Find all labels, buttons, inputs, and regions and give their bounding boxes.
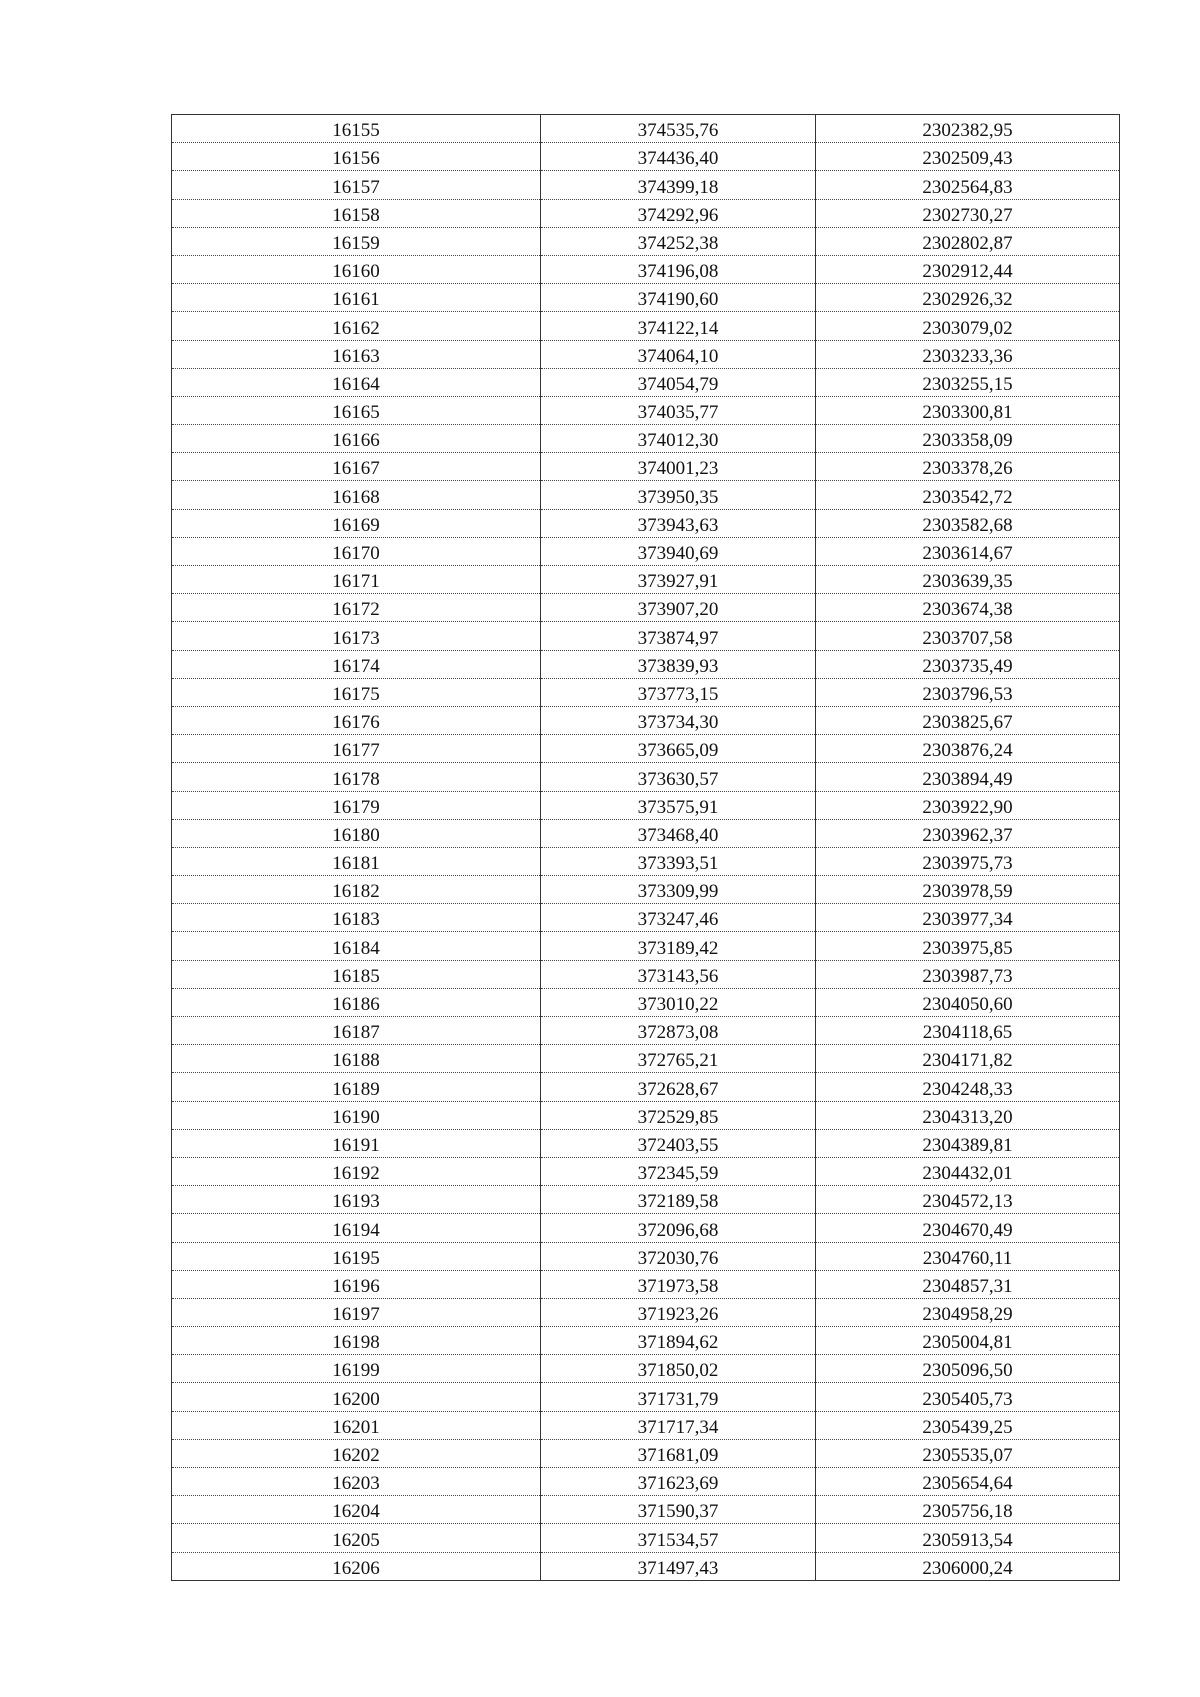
x-coordinate-cell: 374122,14 bbox=[541, 312, 816, 340]
table-row bbox=[172, 1327, 1120, 1355]
y-coordinate-cell: 2304572,13 bbox=[816, 1186, 1120, 1214]
x-coordinate-cell: 372096,68 bbox=[541, 1214, 816, 1242]
table-row bbox=[172, 1552, 1120, 1580]
coordinates-table-body bbox=[172, 115, 1120, 1581]
x-coordinate-cell: 371717,34 bbox=[541, 1411, 816, 1439]
point-number-cell: 16190 bbox=[172, 1101, 541, 1129]
x-coordinate-cell: 371923,26 bbox=[541, 1298, 816, 1326]
y-coordinate-cell: 2303987,73 bbox=[816, 960, 1120, 988]
table-row bbox=[172, 115, 1120, 143]
y-coordinate-cell: 2304248,33 bbox=[816, 1073, 1120, 1101]
table-row bbox=[172, 368, 1120, 396]
x-coordinate-cell: 374196,08 bbox=[541, 255, 816, 283]
point-number-cell: 16191 bbox=[172, 1129, 541, 1157]
x-coordinate-cell: 373927,91 bbox=[541, 566, 816, 594]
point-number-cell: 16201 bbox=[172, 1411, 541, 1439]
table-row bbox=[172, 960, 1120, 988]
x-coordinate-cell: 373950,35 bbox=[541, 481, 816, 509]
table-row bbox=[172, 509, 1120, 537]
y-coordinate-cell: 2304050,60 bbox=[816, 988, 1120, 1016]
x-coordinate-cell: 372403,55 bbox=[541, 1129, 816, 1157]
y-coordinate-cell: 2302564,83 bbox=[816, 171, 1120, 199]
x-coordinate-cell: 373907,20 bbox=[541, 594, 816, 622]
x-coordinate-cell: 371731,79 bbox=[541, 1383, 816, 1411]
x-coordinate-cell: 373839,93 bbox=[541, 650, 816, 678]
y-coordinate-cell: 2303378,26 bbox=[816, 453, 1120, 481]
y-coordinate-cell: 2302912,44 bbox=[816, 255, 1120, 283]
table-row bbox=[172, 340, 1120, 368]
x-coordinate-cell: 372628,67 bbox=[541, 1073, 816, 1101]
point-number-cell: 16180 bbox=[172, 819, 541, 847]
x-coordinate-cell: 372873,08 bbox=[541, 1017, 816, 1045]
point-number-cell: 16169 bbox=[172, 509, 541, 537]
y-coordinate-cell: 2303582,68 bbox=[816, 509, 1120, 537]
y-coordinate-cell: 2303614,67 bbox=[816, 537, 1120, 565]
point-number-cell: 16195 bbox=[172, 1242, 541, 1270]
x-coordinate-cell: 373393,51 bbox=[541, 847, 816, 875]
y-coordinate-cell: 2302382,95 bbox=[816, 115, 1120, 143]
x-coordinate-cell: 373773,15 bbox=[541, 678, 816, 706]
point-number-cell: 16200 bbox=[172, 1383, 541, 1411]
table-row bbox=[172, 312, 1120, 340]
point-number-cell: 16199 bbox=[172, 1355, 541, 1383]
point-number-cell: 16164 bbox=[172, 368, 541, 396]
x-coordinate-cell: 374535,76 bbox=[541, 115, 816, 143]
y-coordinate-cell: 2304958,29 bbox=[816, 1298, 1120, 1326]
x-coordinate-cell: 371973,58 bbox=[541, 1270, 816, 1298]
table-row bbox=[172, 650, 1120, 678]
point-number-cell: 16162 bbox=[172, 312, 541, 340]
coordinates-table bbox=[171, 114, 1120, 1581]
table-row bbox=[172, 171, 1120, 199]
table-row bbox=[172, 819, 1120, 847]
table-row bbox=[172, 932, 1120, 960]
table-row bbox=[172, 481, 1120, 509]
y-coordinate-cell: 2303977,34 bbox=[816, 904, 1120, 932]
y-coordinate-cell: 2305439,25 bbox=[816, 1411, 1120, 1439]
y-coordinate-cell: 2303707,58 bbox=[816, 622, 1120, 650]
y-coordinate-cell: 2303735,49 bbox=[816, 650, 1120, 678]
table-row bbox=[172, 876, 1120, 904]
y-coordinate-cell: 2304118,65 bbox=[816, 1017, 1120, 1045]
table-row bbox=[172, 1298, 1120, 1326]
table-row bbox=[172, 425, 1120, 453]
point-number-cell: 16173 bbox=[172, 622, 541, 650]
point-number-cell: 16192 bbox=[172, 1157, 541, 1185]
point-number-cell: 16161 bbox=[172, 284, 541, 312]
point-number-cell: 16189 bbox=[172, 1073, 541, 1101]
point-number-cell: 16171 bbox=[172, 566, 541, 594]
x-coordinate-cell: 374292,96 bbox=[541, 199, 816, 227]
x-coordinate-cell: 372345,59 bbox=[541, 1157, 816, 1185]
x-coordinate-cell: 371534,57 bbox=[541, 1524, 816, 1552]
point-number-cell: 16205 bbox=[172, 1524, 541, 1552]
table-row bbox=[172, 1496, 1120, 1524]
point-number-cell: 16179 bbox=[172, 791, 541, 819]
x-coordinate-cell: 374190,60 bbox=[541, 284, 816, 312]
table-row bbox=[172, 847, 1120, 875]
table-row bbox=[172, 143, 1120, 171]
table-row bbox=[172, 396, 1120, 424]
table-row bbox=[172, 1468, 1120, 1496]
table-row bbox=[172, 1073, 1120, 1101]
table-row bbox=[172, 1411, 1120, 1439]
point-number-cell: 16198 bbox=[172, 1327, 541, 1355]
x-coordinate-cell: 373468,40 bbox=[541, 819, 816, 847]
y-coordinate-cell: 2302509,43 bbox=[816, 143, 1120, 171]
table-row bbox=[172, 735, 1120, 763]
point-number-cell: 16165 bbox=[172, 396, 541, 424]
point-number-cell: 16185 bbox=[172, 960, 541, 988]
y-coordinate-cell: 2303233,36 bbox=[816, 340, 1120, 368]
point-number-cell: 16174 bbox=[172, 650, 541, 678]
point-number-cell: 16206 bbox=[172, 1552, 541, 1580]
x-coordinate-cell: 373309,99 bbox=[541, 876, 816, 904]
y-coordinate-cell: 2303300,81 bbox=[816, 396, 1120, 424]
x-coordinate-cell: 374399,18 bbox=[541, 171, 816, 199]
table-row bbox=[172, 1383, 1120, 1411]
y-coordinate-cell: 2305004,81 bbox=[816, 1327, 1120, 1355]
x-coordinate-cell: 374054,79 bbox=[541, 368, 816, 396]
y-coordinate-cell: 2304432,01 bbox=[816, 1157, 1120, 1185]
y-coordinate-cell: 2303975,73 bbox=[816, 847, 1120, 875]
point-number-cell: 16186 bbox=[172, 988, 541, 1016]
point-number-cell: 16167 bbox=[172, 453, 541, 481]
x-coordinate-cell: 372189,58 bbox=[541, 1186, 816, 1214]
table-row bbox=[172, 1129, 1120, 1157]
point-number-cell: 16163 bbox=[172, 340, 541, 368]
x-coordinate-cell: 373874,97 bbox=[541, 622, 816, 650]
table-row bbox=[172, 904, 1120, 932]
point-number-cell: 16176 bbox=[172, 706, 541, 734]
y-coordinate-cell: 2305096,50 bbox=[816, 1355, 1120, 1383]
table-row bbox=[172, 1242, 1120, 1270]
y-coordinate-cell: 2304857,31 bbox=[816, 1270, 1120, 1298]
y-coordinate-cell: 2304670,49 bbox=[816, 1214, 1120, 1242]
table-row bbox=[172, 284, 1120, 312]
x-coordinate-cell: 373940,69 bbox=[541, 537, 816, 565]
x-coordinate-cell: 374436,40 bbox=[541, 143, 816, 171]
x-coordinate-cell: 371681,09 bbox=[541, 1439, 816, 1467]
x-coordinate-cell: 371590,37 bbox=[541, 1496, 816, 1524]
table-row bbox=[172, 537, 1120, 565]
table-row bbox=[172, 1101, 1120, 1129]
y-coordinate-cell: 2305405,73 bbox=[816, 1383, 1120, 1411]
x-coordinate-cell: 374035,77 bbox=[541, 396, 816, 424]
table-row bbox=[172, 1270, 1120, 1298]
y-coordinate-cell: 2306000,24 bbox=[816, 1552, 1120, 1580]
table-row bbox=[172, 255, 1120, 283]
table-row bbox=[172, 1186, 1120, 1214]
x-coordinate-cell: 373575,91 bbox=[541, 791, 816, 819]
point-number-cell: 16181 bbox=[172, 847, 541, 875]
point-number-cell: 16170 bbox=[172, 537, 541, 565]
point-number-cell: 16157 bbox=[172, 171, 541, 199]
x-coordinate-cell: 371497,43 bbox=[541, 1552, 816, 1580]
x-coordinate-cell: 372765,21 bbox=[541, 1045, 816, 1073]
y-coordinate-cell: 2303674,38 bbox=[816, 594, 1120, 622]
y-coordinate-cell: 2303079,02 bbox=[816, 312, 1120, 340]
x-coordinate-cell: 374252,38 bbox=[541, 227, 816, 255]
point-number-cell: 16193 bbox=[172, 1186, 541, 1214]
point-number-cell: 16203 bbox=[172, 1468, 541, 1496]
point-number-cell: 16177 bbox=[172, 735, 541, 763]
x-coordinate-cell: 373143,56 bbox=[541, 960, 816, 988]
y-coordinate-cell: 2302926,32 bbox=[816, 284, 1120, 312]
x-coordinate-cell: 373665,09 bbox=[541, 735, 816, 763]
point-number-cell: 16156 bbox=[172, 143, 541, 171]
y-coordinate-cell: 2303796,53 bbox=[816, 678, 1120, 706]
point-number-cell: 16178 bbox=[172, 763, 541, 791]
point-number-cell: 16202 bbox=[172, 1439, 541, 1467]
point-number-cell: 16204 bbox=[172, 1496, 541, 1524]
x-coordinate-cell: 372030,76 bbox=[541, 1242, 816, 1270]
y-coordinate-cell: 2303639,35 bbox=[816, 566, 1120, 594]
y-coordinate-cell: 2303255,15 bbox=[816, 368, 1120, 396]
table-row bbox=[172, 227, 1120, 255]
point-number-cell: 16175 bbox=[172, 678, 541, 706]
y-coordinate-cell: 2303542,72 bbox=[816, 481, 1120, 509]
y-coordinate-cell: 2305535,07 bbox=[816, 1439, 1120, 1467]
table-row bbox=[172, 988, 1120, 1016]
y-coordinate-cell: 2303975,85 bbox=[816, 932, 1120, 960]
x-coordinate-cell: 373943,63 bbox=[541, 509, 816, 537]
y-coordinate-cell: 2304389,81 bbox=[816, 1129, 1120, 1157]
y-coordinate-cell: 2305913,54 bbox=[816, 1524, 1120, 1552]
y-coordinate-cell: 2305756,18 bbox=[816, 1496, 1120, 1524]
table-row bbox=[172, 1214, 1120, 1242]
table-row bbox=[172, 763, 1120, 791]
x-coordinate-cell: 374064,10 bbox=[541, 340, 816, 368]
table-row bbox=[172, 1439, 1120, 1467]
x-coordinate-cell: 372529,85 bbox=[541, 1101, 816, 1129]
table-row bbox=[172, 1524, 1120, 1552]
x-coordinate-cell: 371623,69 bbox=[541, 1468, 816, 1496]
y-coordinate-cell: 2304313,20 bbox=[816, 1101, 1120, 1129]
x-coordinate-cell: 371894,62 bbox=[541, 1327, 816, 1355]
point-number-cell: 16184 bbox=[172, 932, 541, 960]
point-number-cell: 16187 bbox=[172, 1017, 541, 1045]
x-coordinate-cell: 374012,30 bbox=[541, 425, 816, 453]
point-number-cell: 16158 bbox=[172, 199, 541, 227]
y-coordinate-cell: 2304171,82 bbox=[816, 1045, 1120, 1073]
x-coordinate-cell: 373247,46 bbox=[541, 904, 816, 932]
point-number-cell: 16196 bbox=[172, 1270, 541, 1298]
y-coordinate-cell: 2303978,59 bbox=[816, 876, 1120, 904]
table-row bbox=[172, 566, 1120, 594]
point-number-cell: 16182 bbox=[172, 876, 541, 904]
point-number-cell: 16172 bbox=[172, 594, 541, 622]
x-coordinate-cell: 373189,42 bbox=[541, 932, 816, 960]
table-row bbox=[172, 622, 1120, 650]
y-coordinate-cell: 2303358,09 bbox=[816, 425, 1120, 453]
table-row bbox=[172, 791, 1120, 819]
table-row bbox=[172, 594, 1120, 622]
table-row bbox=[172, 1355, 1120, 1383]
point-number-cell: 16168 bbox=[172, 481, 541, 509]
y-coordinate-cell: 2304760,11 bbox=[816, 1242, 1120, 1270]
table-row bbox=[172, 1017, 1120, 1045]
x-coordinate-cell: 373010,22 bbox=[541, 988, 816, 1016]
point-number-cell: 16166 bbox=[172, 425, 541, 453]
point-number-cell: 16188 bbox=[172, 1045, 541, 1073]
point-number-cell: 16197 bbox=[172, 1298, 541, 1326]
table-row bbox=[172, 1045, 1120, 1073]
y-coordinate-cell: 2303894,49 bbox=[816, 763, 1120, 791]
point-number-cell: 16155 bbox=[172, 115, 541, 143]
y-coordinate-cell: 2303922,90 bbox=[816, 791, 1120, 819]
y-coordinate-cell: 2303825,67 bbox=[816, 706, 1120, 734]
point-number-cell: 16194 bbox=[172, 1214, 541, 1242]
point-number-cell: 16160 bbox=[172, 255, 541, 283]
y-coordinate-cell: 2303876,24 bbox=[816, 735, 1120, 763]
point-number-cell: 16183 bbox=[172, 904, 541, 932]
point-number-cell: 16159 bbox=[172, 227, 541, 255]
table-row bbox=[172, 453, 1120, 481]
y-coordinate-cell: 2303962,37 bbox=[816, 819, 1120, 847]
y-coordinate-cell: 2305654,64 bbox=[816, 1468, 1120, 1496]
table-row bbox=[172, 706, 1120, 734]
x-coordinate-cell: 371850,02 bbox=[541, 1355, 816, 1383]
x-coordinate-cell: 373630,57 bbox=[541, 763, 816, 791]
y-coordinate-cell: 2302730,27 bbox=[816, 199, 1120, 227]
table-row bbox=[172, 678, 1120, 706]
table-row bbox=[172, 1157, 1120, 1185]
y-coordinate-cell: 2302802,87 bbox=[816, 227, 1120, 255]
x-coordinate-cell: 374001,23 bbox=[541, 453, 816, 481]
x-coordinate-cell: 373734,30 bbox=[541, 706, 816, 734]
table-row bbox=[172, 199, 1120, 227]
